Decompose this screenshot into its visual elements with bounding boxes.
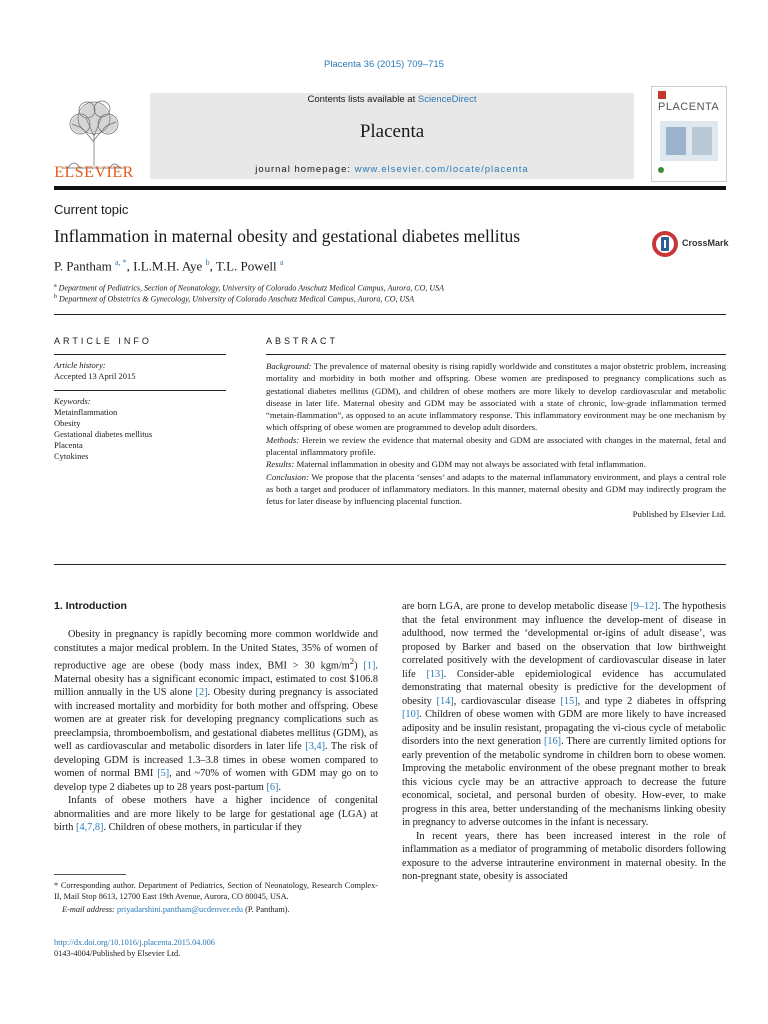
- journal-title: Placenta: [359, 121, 425, 142]
- history-value: Accepted 13 April 2015: [54, 371, 136, 381]
- abstract-text: We propose that the placenta ‘senses’ and adapts to the maternal inflammatory environment, and plays a central role as both a target and producer of inflammatory mediators. In this manner, maternal obesity and GDM may indirectly program the fetus for later disease by influencing placental function.: [266, 471, 726, 507]
- doi-link[interactable]: http://dx.doi.org/10.1016/j.placenta.2015.04.006: [54, 938, 215, 947]
- article-history: [54, 360, 135, 382]
- abstract-heading: ABSTRACT: [266, 336, 339, 346]
- abstract-body: [266, 360, 726, 520]
- article-info-heading: ARTICLE INFO: [54, 336, 152, 346]
- section-heading-introduction: 1. Introduction: [54, 600, 127, 612]
- keywords-block: [54, 396, 152, 462]
- section-label: Current topic: [54, 202, 129, 217]
- abstract-bottom-rule: [54, 564, 726, 565]
- crossmark-button[interactable]: [651, 228, 731, 262]
- abstract-rule: [266, 354, 726, 355]
- author-marks[interactable]: a: [279, 258, 284, 267]
- affiliation-text: Department of Pediatrics, Section of Neonatology, University of Colorado Anschutz Medical Campus, Aurora, CO, USA: [58, 283, 445, 293]
- author-name[interactable]: T.L. Powell: [215, 258, 277, 274]
- sciencedirect-link[interactable]: ScienceDirect: [417, 94, 477, 105]
- body-paragraph: Infants of obese mothers have a higher incidence of congenital abnormalities and are more likely to be large for gestational age (LGA) at birth [4,7,8]. Children of obese mothers, in particular if they: [54, 795, 378, 834]
- reference-link[interactable]: [4,7,8]: [76, 822, 104, 834]
- reference-link[interactable]: [3,4]: [305, 741, 325, 753]
- issn-line: 0143-4004/Published by Elsevier Ltd.: [54, 949, 181, 958]
- homepage-prefix: journal homepage:: [255, 164, 355, 175]
- keywords-rule: [54, 390, 226, 391]
- keyword: Obesity: [54, 418, 81, 428]
- abstract-label: Results:: [266, 459, 295, 470]
- abstract-conclusion: [266, 471, 726, 508]
- article-title: Inflammation in maternal obesity and gestational diabetes mellitus: [54, 226, 521, 246]
- crossmark-icon: [651, 230, 679, 258]
- email-suffix: (P. Pantham).: [243, 905, 290, 914]
- affiliation-text: Department of Obstetrics & Gynecology, University of Colorado Anschutz Medical Campus, Aurora, CO, USA: [59, 294, 415, 304]
- author-marks[interactable]: b: [205, 258, 210, 267]
- reference-link[interactable]: [13]: [426, 668, 444, 680]
- reference-link[interactable]: [2]: [195, 687, 208, 699]
- reference-link[interactable]: [10]: [402, 709, 420, 720]
- published-by: Published by Elsevier Ltd.: [632, 508, 726, 519]
- abstract-label: Background:: [266, 361, 312, 371]
- footnote-rule: [54, 874, 126, 875]
- abstract-methods: [266, 434, 726, 459]
- doi-block: [54, 937, 215, 959]
- abstract-text: Herein we review the evidence that maternal obesity and GDM are associated with changes in the maternal, fetal and placental inflammatory profile.: [266, 434, 726, 458]
- author-list: P. Pantham $^{a, *}$, I.L.M.H. Aye $^b$, T.L. Powell $^a$: [54, 258, 284, 274]
- keyword: Cytokines: [54, 451, 89, 461]
- affiliation-mark: b: [54, 294, 57, 300]
- keyword: Placenta: [54, 440, 83, 450]
- header-rule: [54, 186, 726, 190]
- body-paragraph: are born LGA, are prone to develop metabolic disease [9–12]. The hypothesis that the fetal environment may influence the develop-ment of disease in adulthood, now termed the ‘developmental or-igins of adult disease’, was proposed by Barker and based on the observation that low birthweight correlated positively with the development of cardiovascular disease in later life [13]. Consider-able epidemiological evidence has accumulated demonstrating that maternal obesity is predictive for the development of obesity [14], cardiovascular disease [15], and type 2 diabetes in offspring [10]. Children of obese women with GDM are more likely to have increased adiposity and be insulin resistant, propagating the vi-cious cycle of metabolic disorders into the next generation [16]. There are currently limited options for early prevention of the metabolic syndrome in children born to obese women. Improving the metabolic environment of the obese pregnant mother to break this vicious cycle may be an attractive approach to decrease the future economical, societal, and personal burden of obesity. How-ever, to make progress in this area, better understanding of the mechanisms linking obesity in pregnancy to adverse outcomes in the infant is necessary.: [402, 601, 727, 828]
- keywords-label: Keywords:: [54, 396, 91, 406]
- author-marks[interactable]: a, *: [115, 258, 127, 267]
- corresponding-author-note: * Corresponding author. Department of Pediatrics, Section of Neonatology, Research Complex-II, Mail Stop 8613, 12700 East 19th Avenue, Aurora, CO 80045, USA.: [54, 881, 378, 901]
- author-name[interactable]: P. Pantham: [54, 258, 112, 274]
- reference-link[interactable]: [6]: [266, 781, 279, 793]
- keyword: Metainflammation: [54, 407, 118, 417]
- affiliation: [54, 283, 444, 293]
- cover-title: PLACENTA: [658, 101, 720, 113]
- abstract-text: The prevalence of maternal obesity is rising rapidly worldwide and constitutes a major obstetric problem, increasing mortality and morbidity in both mother and offspring. Obese women are predisposed to pregnancy complications such as gestational diabetes mellitus (GDM), and children of obese mothers are more likely to develop cardiovascular and metabolic disease in later life. Maternal obesity and GDM may be associated with a state of chronic, low-grade inflammation termed “metain-flammation”, as opposed to an acute inflammatory response. This inflammatory environment may be one mechanism by which offspring of obese women are programmed to develop adult disorders.: [266, 361, 726, 433]
- affiliation: [54, 294, 414, 304]
- reference-link[interactable]: [16]: [543, 736, 562, 747]
- abstract-label: Methods:: [266, 434, 300, 445]
- email-link[interactable]: priyadarshini.pantham@ucdenver.edu: [117, 905, 244, 914]
- reference-link[interactable]: [14]: [436, 695, 454, 707]
- elsevier-wordmark: ELSEVIER: [54, 164, 134, 181]
- crossmark-label: CrossMark: [682, 238, 729, 248]
- keyword: Gestational diabetes mellitus: [54, 429, 153, 439]
- body-paragraph: Obesity in pregnancy is rapidly becoming more common worldwide and constitutes a major medical problem. In the United States, 35% of women of reproductive age are obese (body mass index, BMI > 30 kgm/$m^2$) [1]. Maternal obesity has a significant economic impact, estimated to cost $106.8 million annually in the US alone [2]. Obesity during pregnancy is associated with increased mortality and morbidity for both mother and offspring. Obese women are at greater risk for developing pregnancy complications such as preeclampsia, thromboembolism, and gestational diabetes mellitus (GDM), as well as cardiovascular and metabolic disorders in later life [3,4]. The risk of developing GDM is increased 1.3–3.8 times in obese women compared to women of normal BMI [5], and ~70% of women with GDM may go on to develop type 2 diabetes up to 28 years post-partum [6].: [54, 629, 378, 793]
- author-name[interactable]: I.L.M.H. Aye: [133, 258, 203, 274]
- body-paragraph: In recent years, there has been increased interest in the role of inflammation as a mediator of programming of metabolic disorders following exposure to the adverse intrauterine environment in maternal obesity. In the non-pregnant state, obesity is associated: [402, 830, 726, 882]
- footnote: [54, 880, 378, 917]
- reference-link[interactable]: [9–12]: [630, 601, 658, 612]
- cover-image: [660, 121, 718, 161]
- abstract-results: [266, 458, 726, 470]
- contents-prefix: Contents lists available at: [307, 94, 418, 105]
- cover-footer-icon: [658, 167, 664, 173]
- abstract-text: Maternal inflammation in obesity and GDM may not always be associated with fetal inflammation.: [294, 459, 646, 470]
- abstract-background: [266, 360, 726, 434]
- reference-link[interactable]: [15]: [560, 695, 578, 707]
- body-column-right: [402, 600, 726, 884]
- reference-link[interactable]: [5]: [157, 768, 170, 780]
- contents-line: [150, 94, 634, 105]
- email-line: [54, 904, 378, 915]
- email-label: E-mail address:: [62, 905, 117, 914]
- history-label: Article history:: [54, 360, 106, 370]
- homepage-line: [150, 164, 634, 175]
- journal-homepage-link[interactable]: www.elsevier.com/locate/placenta: [354, 164, 529, 175]
- affiliation-mark: a: [54, 283, 57, 289]
- journal-citation[interactable]: Placenta 36 (2015) 709–715: [324, 59, 444, 70]
- title-rule: [54, 314, 726, 315]
- reference-link[interactable]: [1]: [363, 660, 376, 672]
- journal-cover-thumbnail[interactable]: [651, 86, 727, 182]
- journal-banner: [150, 93, 634, 179]
- cover-emblem-icon: [658, 91, 666, 99]
- body-column-left: [54, 628, 378, 835]
- article-info-rule: [54, 354, 226, 355]
- abstract-label: Conclusion:: [266, 471, 310, 482]
